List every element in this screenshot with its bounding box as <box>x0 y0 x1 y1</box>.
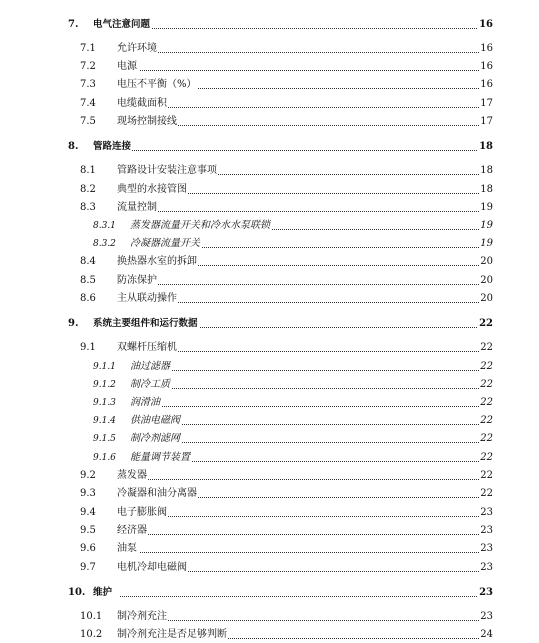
toc-entry-page-number: 19 <box>479 200 493 216</box>
toc-dot-leader <box>140 52 493 53</box>
toc-entry-number: 8.1 <box>80 165 96 176</box>
toc-entry-page-number: 20 <box>479 291 493 307</box>
toc-entry[interactable] <box>0 273 539 289</box>
toc-entry-number: 9.5 <box>80 525 96 536</box>
toc-entry-title: 油过滤器 <box>130 359 171 375</box>
toc-dot-leader <box>140 284 493 285</box>
toc-entry-title: 电机冷却电磁阀 <box>117 560 188 576</box>
toc-entry-page-number: 19 <box>479 218 493 234</box>
toc-entry-page-number: 18 <box>478 139 493 155</box>
toc-dot-leader <box>150 442 493 443</box>
toc-entry-title: 冷凝器和油分离器 <box>117 486 198 502</box>
toc-entry-number: 9. <box>68 318 79 329</box>
toc-entry-title: 蒸发器流量开关和冷水水泵联锁 <box>130 218 271 234</box>
toc-entry-title: 流量控制 <box>117 200 158 216</box>
toc-entry-number: 10.1 <box>80 611 103 622</box>
toc-entry-page-number: 19 <box>479 236 493 252</box>
toc-dot-leader <box>140 571 493 572</box>
toc-entry-title: 管路连接 <box>93 139 132 155</box>
toc-entry-number: 7.1 <box>80 43 96 54</box>
toc-entry-title: 制冷工质 <box>130 377 171 393</box>
toc-entry-title: 供油电磁阀 <box>130 413 181 429</box>
toc-entry-page-number: 22 <box>479 431 493 447</box>
toc-entry-number: 9.1.1 <box>93 362 116 372</box>
toc-dot-leader <box>140 70 493 71</box>
toc-entry[interactable] <box>0 41 539 57</box>
toc-dot-leader <box>140 479 493 480</box>
toc-entry-number: 8.2 <box>80 184 96 195</box>
toc-entry-number: 9.2 <box>80 470 96 481</box>
toc-entry-number: 7.3 <box>80 79 96 90</box>
toc-entry-title: 制冷剂充注是否足够判断 <box>117 627 228 643</box>
toc-dot-leader <box>140 516 493 517</box>
toc-entry-number: 7.2 <box>80 61 96 72</box>
toc-entry-number: 9.1.5 <box>93 434 116 444</box>
toc-entry-number: 9.6 <box>80 543 96 554</box>
toc-dot-leader <box>120 28 493 29</box>
toc-entry[interactable] <box>0 77 539 93</box>
toc-entry-page-number: 23 <box>479 523 493 539</box>
toc-entry-page-number: 23 <box>479 560 493 576</box>
toc-dot-leader <box>140 302 493 303</box>
toc-entry-title: 冷凝器流量开关 <box>130 236 201 252</box>
toc-entry-title: 蒸发器 <box>117 468 148 484</box>
toc-dot-leader <box>120 596 493 597</box>
toc-entry-number: 7.4 <box>80 98 96 109</box>
toc-entry[interactable] <box>0 377 539 393</box>
toc-entry[interactable] <box>0 505 539 521</box>
toc-dot-leader <box>140 107 493 108</box>
toc-entry-page-number: 22 <box>479 413 493 429</box>
toc-entry-number: 9.1.4 <box>93 416 116 426</box>
toc-entry[interactable] <box>0 96 539 112</box>
toc-dot-leader <box>140 534 493 535</box>
toc-entry-page-number: 22 <box>479 468 493 484</box>
toc-entry[interactable] <box>0 450 539 466</box>
toc-entry-page-number: 22 <box>479 450 493 466</box>
toc-entry-number: 7.5 <box>80 116 96 127</box>
toc-entry[interactable] <box>0 560 539 576</box>
toc-entry-title: 系统主要组件和运行数据 <box>93 316 199 332</box>
toc-entry[interactable] <box>0 163 539 179</box>
toc-entry[interactable] <box>0 585 539 601</box>
toc-entry-page-number: 16 <box>478 17 493 33</box>
toc-entry-number: 9.7 <box>80 562 96 573</box>
toc-entry-title: 电源 <box>117 59 138 75</box>
toc-entry-page-number: 18 <box>479 163 493 179</box>
toc-entry-title: 经济器 <box>117 523 148 539</box>
toc-entry[interactable] <box>0 114 539 130</box>
toc-entry-title: 电气注意问题 <box>93 17 151 33</box>
toc-entry[interactable] <box>0 395 539 411</box>
toc-entry-title: 典型的水接管图 <box>117 182 188 198</box>
toc-entry-page-number: 23 <box>478 585 493 601</box>
toc-entry-number: 9.1.3 <box>93 398 116 408</box>
toc-entry[interactable] <box>0 486 539 502</box>
toc-dot-leader <box>120 150 493 151</box>
toc-entry-title: 双螺杆压缩机 <box>117 340 178 356</box>
toc-dot-leader <box>150 461 493 462</box>
toc-entry-number: 8.6 <box>80 293 96 304</box>
toc-entry-page-number: 23 <box>479 541 493 557</box>
toc-entry-page-number: 17 <box>479 96 493 112</box>
toc-entry-number: 8. <box>68 141 79 152</box>
toc-entry[interactable] <box>0 291 539 307</box>
toc-entry-title: 换热器水室的拆卸 <box>117 254 198 270</box>
toc-entry-page-number: 16 <box>479 41 493 57</box>
toc-entry[interactable] <box>0 627 539 643</box>
toc-entry-page-number: 22 <box>479 395 493 411</box>
toc-entry-page-number: 20 <box>479 273 493 289</box>
toc-entry-number: 8.3.2 <box>93 239 116 249</box>
toc-entry-page-number: 18 <box>479 182 493 198</box>
toc-dot-leader <box>140 125 493 126</box>
toc-entry-title: 维护 <box>93 585 113 601</box>
toc-entry-number: 9.1.2 <box>93 380 116 390</box>
toc-entry-title: 能量调节装置 <box>130 450 191 466</box>
toc-entry-title: 现场控制接线 <box>117 114 178 130</box>
toc-dot-leader <box>140 211 493 212</box>
toc-entry-page-number: 23 <box>479 609 493 625</box>
toc-entry-title: 主从联动操作 <box>117 291 178 307</box>
toc-entry-title: 油泵 <box>117 541 138 557</box>
toc-entry-title: 润滑油 <box>130 395 161 411</box>
toc-entry-page-number: 17 <box>479 114 493 130</box>
toc-entry-number: 8.5 <box>80 275 96 286</box>
toc-entry-number: 9.1 <box>80 342 96 353</box>
toc-entry-title: 管路设计安装注意事项 <box>117 163 218 179</box>
toc-dot-leader <box>150 424 493 425</box>
toc-entry-page-number: 24 <box>479 627 493 643</box>
toc-entry-title: 防冻保护 <box>117 273 158 289</box>
toc-entry-number: 7. <box>68 19 79 30</box>
toc-entry-page-number: 22 <box>479 340 493 356</box>
toc-entry[interactable] <box>0 359 539 375</box>
toc-entry[interactable] <box>0 316 539 332</box>
toc-entry[interactable] <box>0 254 539 270</box>
toc-entry-number: 10.2 <box>80 629 103 640</box>
toc-entry[interactable] <box>0 609 539 625</box>
toc-dot-leader <box>150 247 493 248</box>
toc-entry[interactable] <box>0 218 539 234</box>
toc-entry[interactable] <box>0 413 539 429</box>
toc-entry-title: 允许环境 <box>117 41 158 57</box>
toc-entry-title: 电压不平衡（%） <box>117 77 198 93</box>
toc-entry-number: 10. <box>68 587 86 598</box>
toc-entry[interactable] <box>0 236 539 252</box>
toc-entry-page-number: 22 <box>479 486 493 502</box>
toc-dot-leader <box>140 620 493 621</box>
toc-entry[interactable] <box>0 541 539 557</box>
toc-entry-title: 电缆截面积 <box>117 96 168 112</box>
toc-entry-page-number: 22 <box>479 377 493 393</box>
toc-entry[interactable] <box>0 59 539 75</box>
toc-entry-page-number: 23 <box>479 505 493 521</box>
toc-entry[interactable] <box>0 200 539 216</box>
toc-entry[interactable] <box>0 139 539 155</box>
toc-dot-leader <box>140 552 493 553</box>
toc-entry-number: 9.3 <box>80 488 96 499</box>
toc-dot-leader <box>150 388 493 389</box>
toc-entry-page-number: 16 <box>479 77 493 93</box>
toc-dot-leader <box>140 193 493 194</box>
toc-entry[interactable] <box>0 468 539 484</box>
toc-entry[interactable] <box>0 17 539 33</box>
toc-entry-page-number: 16 <box>479 59 493 75</box>
toc-entry-number: 8.3.1 <box>93 221 116 231</box>
toc-entry[interactable] <box>0 182 539 198</box>
toc-dot-leader <box>140 351 493 352</box>
toc-entry[interactable] <box>0 431 539 447</box>
toc-entry-title: 制冷剂滤网 <box>130 431 181 447</box>
toc-entry[interactable] <box>0 523 539 539</box>
toc-entry[interactable] <box>0 340 539 356</box>
toc-entry-page-number: 20 <box>479 254 493 270</box>
toc-entry-page-number: 22 <box>478 316 493 332</box>
toc-entry-number: 8.3 <box>80 202 96 213</box>
toc-dot-leader <box>150 406 493 407</box>
toc-entry-title: 制冷剂充注 <box>117 609 168 625</box>
toc-entry-number: 9.4 <box>80 507 96 518</box>
toc-entry-number: 9.1.6 <box>93 453 116 463</box>
toc-entry-title: 电子膨胀阀 <box>117 505 168 521</box>
toc-dot-leader <box>150 370 493 371</box>
toc-entry-page-number: 22 <box>479 359 493 375</box>
toc-entry-number: 8.4 <box>80 256 96 267</box>
